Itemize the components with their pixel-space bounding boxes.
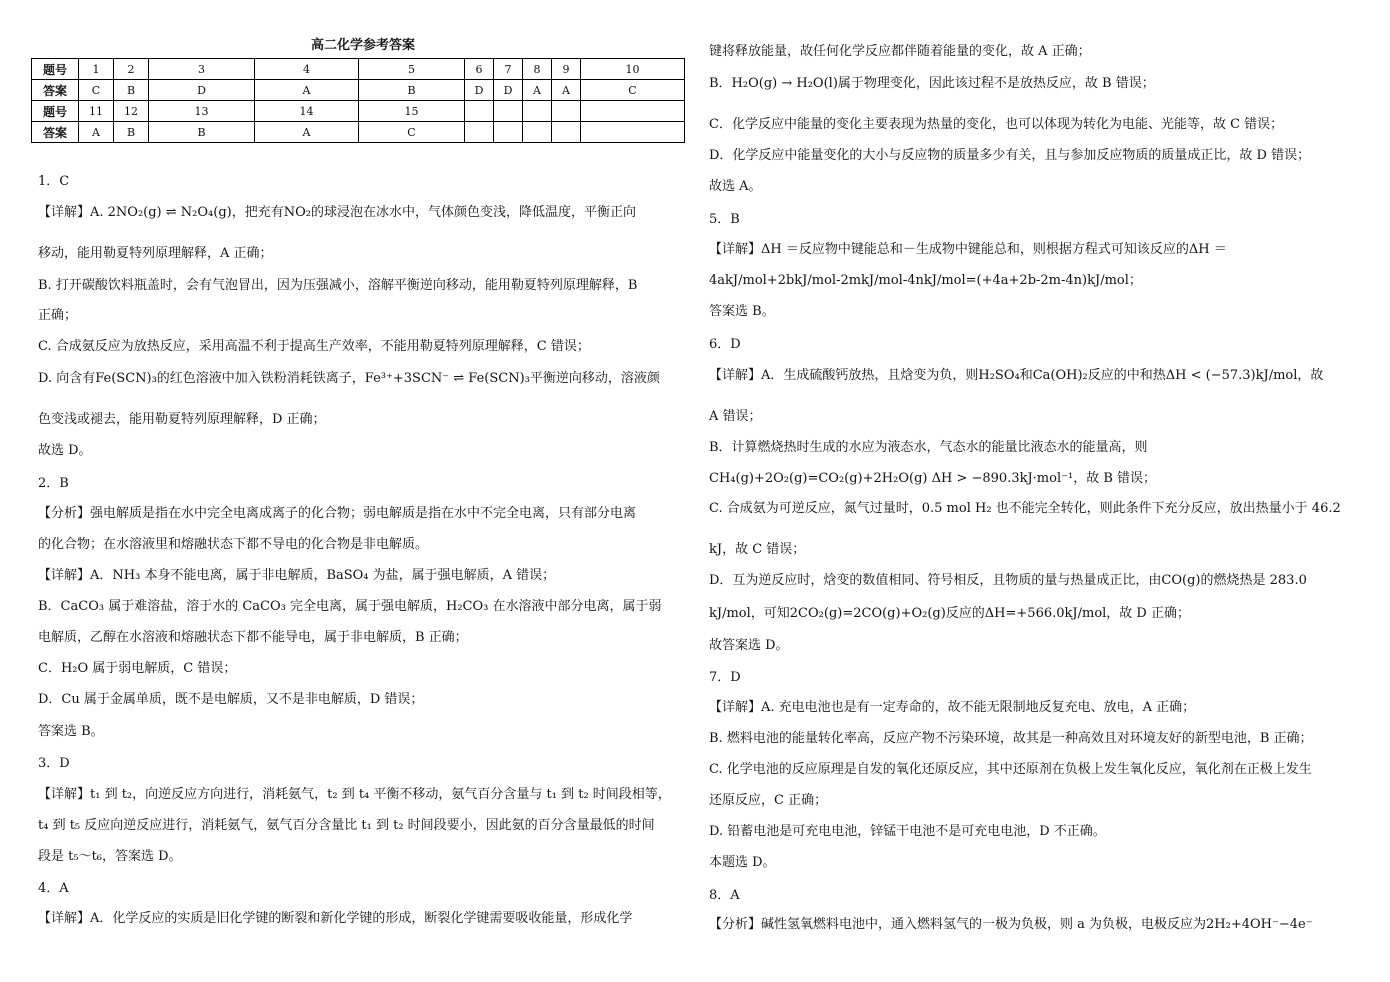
table-cell: 2 (114, 59, 149, 80)
table-cell: D (465, 80, 494, 101)
text-line: 故选 A。 (709, 179, 762, 194)
text-line: 答案选 B。 (38, 724, 104, 739)
text-line: 【详解】A．生成硫酸钙放热，且焓变为负，则H₂SO₄和Ca(OH)₂反应的中和热ΔH < (−57.3)kJ/mol，故 (709, 368, 1324, 383)
text-line: 段是 t₅～t₆，答案选 D。 (38, 849, 182, 864)
text-line: D．化学反应中能量变化的大小与反应物的质量多少有关，且与参加反应物质的质量成正比，故 D 错误； (709, 148, 1311, 163)
text-line: kJ，故 C 错误； (709, 542, 806, 557)
text-line: CH₄(g)+2O₂(g)=CO₂(g)+2H₂O(g) ΔH > −890.3kJ·mol⁻¹，故 B 错误； (709, 471, 1157, 486)
table-cell: 15 (359, 101, 465, 122)
text-line: 【详解】t₁ 到 t₂，向逆反应方向进行，消耗氨气，t₂ 到 t₄ 平衡不移动，氨气百分含量与 t₁ 到 t₂ 时间段相等， (38, 787, 671, 802)
text-line: D．互为逆反应时，焓变的数值相同、符号相反，且物质的量与热量成正比，由CO(g)的燃烧热是 283.0 (709, 573, 1307, 588)
row-label: 答案 (32, 122, 79, 143)
text-line: C. 合成氨反应为放热反应，采用高温不利于提高生产效率，不能用勒夏特列原理解释，C 错误； (38, 339, 590, 354)
table-cell: A (552, 80, 581, 101)
text-line: 【分析】强电解质是指在水中完全电离成离子的化合物；弱电解质是指在水中不完全电离，只有部分电离 (38, 506, 637, 521)
answer-table (31, 58, 685, 143)
table-cell: A (79, 122, 114, 143)
table-cell: B (114, 122, 149, 143)
table-cell: 5 (359, 59, 465, 80)
table-row (32, 122, 685, 143)
text-line: D．Cu 属于金属单质，既不是电解质，又不是非电解质，D 错误； (38, 692, 424, 707)
text-line: 8．A (709, 888, 740, 903)
table-cell (581, 122, 685, 143)
page-title: 高二化学参考答案 (310, 38, 415, 53)
row-label: 题号 (32, 59, 79, 80)
table-row (32, 101, 685, 122)
table-cell: D (149, 80, 255, 101)
table-cell: D (494, 80, 523, 101)
text-line: B．计算燃烧热时生成的水应为液态水，气态水的能量比液态水的能量高，则 (709, 440, 1148, 455)
text-line: t₄ 到 t₅ 反应向逆反应进行，消耗氨气，氨气百分含量比 t₁ 到 t₂ 时间段要小，因此氨的百分含量最低的时间 (38, 818, 655, 833)
text-line: C. 合成氨为可逆反应，氮气过量时，0.5 mol H₂ 也不能完全转化，则此条件下充分反应，放出热量小于 46.2 (709, 501, 1341, 516)
table-cell (465, 122, 494, 143)
table-cell: 13 (149, 101, 255, 122)
table-cell: 14 (255, 101, 359, 122)
text-line: 2．B (38, 476, 69, 491)
table-cell: A (523, 80, 552, 101)
text-line: 本题选 D。 (709, 855, 776, 870)
text-line: 色变浅或褪去，能用勒夏特列原理解释，D 正确； (38, 412, 326, 427)
table-cell: 1 (79, 59, 114, 80)
table-cell: 9 (552, 59, 581, 80)
text-line: 的化合物；在水溶液里和熔融状态下都不导电的化合物是非电解质。 (38, 537, 429, 552)
table-cell: B (114, 80, 149, 101)
text-line: kJ/mol，可知2CO₂(g)=2CO(g)+O₂(g)反应的ΔH=+566.0kJ/mol，故 D 正确； (709, 606, 1190, 621)
text-line: A 错误； (709, 409, 762, 424)
table-cell: 12 (114, 101, 149, 122)
text-line: C．H₂O 属于弱电解质，C 错误； (38, 661, 237, 676)
table-cell: 11 (79, 101, 114, 122)
table-cell (523, 101, 552, 122)
table-cell: 4 (255, 59, 359, 80)
text-line: 7．D (709, 670, 741, 685)
text-line: D. 铅蓄电池是可充电电池，锌锰干电池不是可充电电池，D 不正确。 (709, 824, 1106, 839)
table-cell: A (255, 122, 359, 143)
text-line: 【分析】碱性氢氧燃料电池中，通入燃料氢气的一极为负极，则 a 为负极，电极反应为2H₂+4OH⁻−4e⁻ (709, 917, 1313, 932)
text-line: D. 向含有Fe(SCN)₃的红色溶液中加入铁粉消耗铁离子，Fe³⁺+3SCN⁻ ⇌ Fe(SCN)₃平衡逆向移动，溶液颜 (38, 371, 660, 386)
table-cell (581, 101, 685, 122)
table-cell: B (149, 122, 255, 143)
text-line: 1．C (38, 174, 70, 189)
text-line: B．CaCO₃ 属于难溶盐，溶于水的 CaCO₃ 完全电离，属于强电解质，H₂CO₃ 在水溶液中部分电离，属于弱 (38, 599, 662, 614)
text-line: 故答案选 D。 (709, 638, 789, 653)
text-line: 还原反应，C 正确； (709, 793, 828, 808)
row-label: 题号 (32, 101, 79, 122)
table-cell: A (255, 80, 359, 101)
text-line: 4．A (38, 881, 69, 896)
table-cell: C (581, 80, 685, 101)
text-line: 正确； (38, 308, 78, 323)
text-line: 6．D (709, 337, 741, 352)
text-line: 4akJ/mol+2bkJ/mol-2mkJ/mol-4nkJ/mol=(+4a+2b-2m-4n)kJ/mol； (709, 273, 1142, 288)
table-row (32, 80, 685, 101)
row-label: 答案 (32, 80, 79, 101)
table-cell: B (359, 80, 465, 101)
text-line: B．H₂O(g) → H₂O(l)属于物理变化，因此该过程不是放热反应，故 B 错误； (709, 76, 1155, 91)
text-line: 5．B (709, 212, 740, 227)
text-line: 【详解】A．NH₃ 本身不能电离，属于非电解质，BaSO₄ 为盐，属于强电解质，A 错误； (38, 568, 556, 583)
text-line: C．化学反应中能量的变化主要表现为热量的变化，也可以体现为转化为电能、光能等，故 C 错误； (709, 117, 1284, 132)
text-line: 移动，能用勒夏特列原理解释，A 正确； (38, 246, 273, 261)
table-cell: 10 (581, 59, 685, 80)
table-cell: 7 (494, 59, 523, 80)
table-cell (465, 101, 494, 122)
table-cell: 6 (465, 59, 494, 80)
table-cell: C (359, 122, 465, 143)
text-line: 【详解】ΔH ＝反应物中键能总和－生成物中键能总和，则根据方程式可知该反应的ΔH ＝ (709, 242, 1227, 257)
text-line: C. 化学电池的反应原理是自发的氧化还原反应，其中还原剂在负极上发生氧化反应，氧化剂在正极上发生 (709, 762, 1312, 777)
text-line: 故选 D。 (38, 443, 92, 458)
table-cell: 3 (149, 59, 255, 80)
text-line: 【详解】A．化学反应的实质是旧化学键的断裂和新化学键的形成，断裂化学键需要吸收能量，形成化学 (38, 911, 633, 926)
table-cell (552, 101, 581, 122)
table-row (32, 59, 685, 80)
table-cell: C (79, 80, 114, 101)
text-line: 3．D (38, 756, 70, 771)
text-line: 键将释放能量，故任何化学反应都伴随着能量的变化，故 A 正确； (709, 44, 1091, 59)
text-line: 【详解】A. 充电电池也是有一定寿命的，故不能无限制地反复充电、放电，A 正确； (709, 700, 1196, 715)
text-line: B. 燃料电池的能量转化率高，反应产物不污染环境，故其是一种高效且对环境友好的新型电池，B 正确； (709, 731, 1313, 746)
text-line: 答案选 B。 (709, 304, 775, 319)
text-line: 【详解】A. 2NO₂(g) ⇌ N₂O₄(g)，把充有NO₂的球浸泡在冰水中，气体颜色变浅，降低温度，平衡正向 (38, 205, 636, 220)
table-cell (494, 101, 523, 122)
table-cell (523, 122, 552, 143)
table-cell: 8 (523, 59, 552, 80)
table-cell (552, 122, 581, 143)
text-line: B. 打开碳酸饮料瓶盖时，会有气泡冒出，因为压强减小，溶解平衡逆向移动，能用勒夏特列原理解释，B (38, 278, 638, 293)
text-line: 电解质，乙醇在水溶液和熔融状态下都不能导电，属于非电解质，B 正确； (38, 630, 468, 645)
table-cell (494, 122, 523, 143)
